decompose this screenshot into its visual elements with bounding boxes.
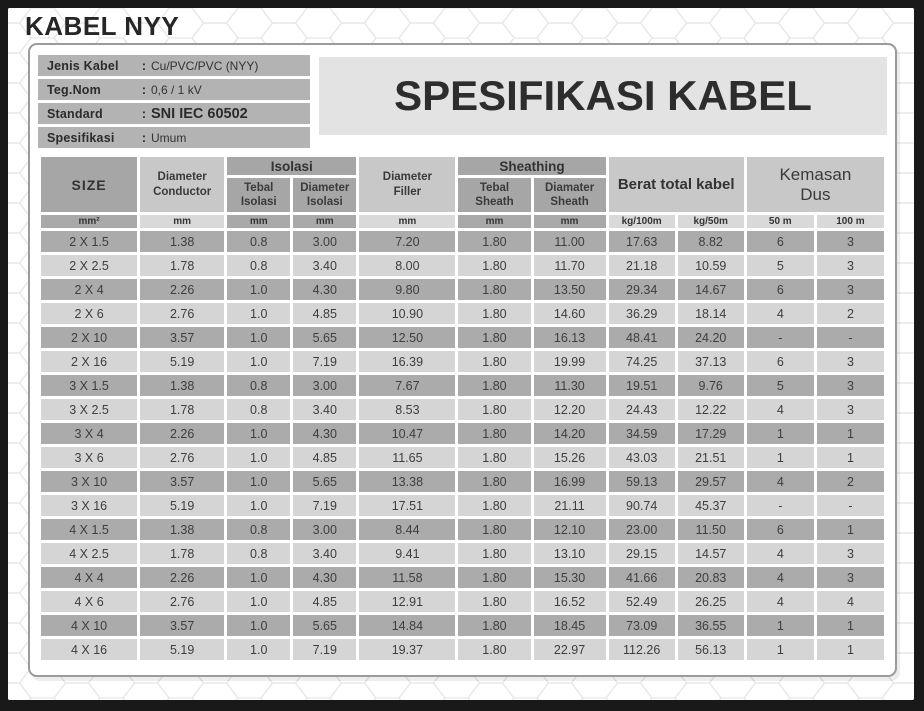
value-cell: 1.0 [227, 639, 290, 660]
size-cell: 3 X 2.5 [41, 399, 137, 420]
value-cell: 14.67 [678, 279, 744, 300]
info-value: Umum [151, 130, 187, 145]
value-cell: 2.26 [140, 423, 224, 444]
value-cell: 11.00 [534, 231, 606, 252]
value-cell: 19.99 [534, 351, 606, 372]
info-value: 0,6 / 1 kV [151, 82, 202, 97]
info-label: Teg.Nom [47, 82, 101, 97]
value-cell: 10.59 [678, 255, 744, 276]
value-cell: 26.25 [678, 591, 744, 612]
col-header-diameter-filler: Diameter Filler [359, 157, 455, 212]
value-cell: 7.67 [359, 375, 455, 396]
value-cell: 6 [747, 351, 814, 372]
value-cell: 1.80 [458, 639, 530, 660]
value-cell: 36.55 [678, 615, 744, 636]
value-cell: 4.85 [293, 303, 356, 324]
value-cell: 24.20 [678, 327, 744, 348]
unit-cell: mm [227, 215, 290, 228]
value-cell: 1.0 [227, 351, 290, 372]
value-cell: 1 [747, 615, 814, 636]
size-cell: 2 X 16 [41, 351, 137, 372]
size-cell: 3 X 16 [41, 495, 137, 516]
table-row [41, 327, 884, 348]
value-cell: 45.37 [678, 495, 744, 516]
size-cell: 4 X 2.5 [41, 543, 137, 564]
value-cell: 1.80 [458, 543, 530, 564]
value-cell: 4 [747, 303, 814, 324]
unit-cell: mm [293, 215, 356, 228]
value-cell: - [817, 495, 884, 516]
value-cell: 9.80 [359, 279, 455, 300]
size-cell: 2 X 2.5 [41, 255, 137, 276]
size-cell: 4 X 4 [41, 567, 137, 588]
value-cell: 21.18 [609, 255, 675, 276]
table-row [41, 255, 884, 276]
header-section [38, 53, 887, 148]
size-cell: 2 X 10 [41, 327, 137, 348]
value-cell: 24.43 [609, 399, 675, 420]
value-cell: 1.80 [458, 399, 530, 420]
value-cell: 16.99 [534, 471, 606, 492]
value-cell: 19.37 [359, 639, 455, 660]
col-header-diamater-sheath: Diamater Sheath [534, 178, 606, 212]
value-cell: 1 [747, 447, 814, 468]
info-label: Jenis Kabel [47, 58, 119, 73]
value-cell: 1 [817, 615, 884, 636]
value-cell: 1.80 [458, 447, 530, 468]
value-cell: 7.19 [293, 639, 356, 660]
size-cell: 2 X 4 [41, 279, 137, 300]
value-cell: 12.50 [359, 327, 455, 348]
size-cell: 2 X 6 [41, 303, 137, 324]
value-cell: 3.00 [293, 231, 356, 252]
value-cell: 37.13 [678, 351, 744, 372]
info-row-standard [38, 103, 310, 124]
table-row [41, 591, 884, 612]
value-cell: 1.78 [140, 255, 224, 276]
value-cell: 1 [817, 639, 884, 660]
col-header-size: SIZE [41, 157, 137, 212]
spec-table [38, 154, 887, 663]
size-cell: 3 X 4 [41, 423, 137, 444]
table-row [41, 375, 884, 396]
value-cell: 1.0 [227, 591, 290, 612]
value-cell: 1 [817, 519, 884, 540]
colon-separator: : [141, 58, 147, 73]
unit-cell: mm [458, 215, 530, 228]
value-cell: 29.15 [609, 543, 675, 564]
value-cell: 1.80 [458, 327, 530, 348]
value-cell: 4.85 [293, 591, 356, 612]
value-cell: 1.0 [227, 423, 290, 444]
value-cell: 5.65 [293, 615, 356, 636]
value-cell: 20.83 [678, 567, 744, 588]
table-row [41, 399, 884, 420]
value-cell: 3 [817, 399, 884, 420]
value-cell: 1.0 [227, 471, 290, 492]
value-cell: 4 [747, 543, 814, 564]
size-cell: 4 X 16 [41, 639, 137, 660]
value-cell: - [747, 495, 814, 516]
value-cell: 3 [817, 255, 884, 276]
table-body [41, 231, 884, 660]
value-cell: 1.38 [140, 519, 224, 540]
size-cell: 3 X 10 [41, 471, 137, 492]
info-row-jenis-kabel [38, 55, 310, 76]
info-value: Cu/PVC/PVC (NYY) [151, 58, 259, 73]
value-cell: 21.11 [534, 495, 606, 516]
table-row [41, 471, 884, 492]
value-cell: 1 [817, 423, 884, 444]
colon-separator: : [141, 130, 147, 145]
value-cell: 7.20 [359, 231, 455, 252]
table-row [41, 303, 884, 324]
page-canvas [8, 8, 914, 700]
value-cell: 14.84 [359, 615, 455, 636]
value-cell: 13.10 [534, 543, 606, 564]
value-cell: 2.26 [140, 279, 224, 300]
value-cell: 11.65 [359, 447, 455, 468]
value-cell: 10.47 [359, 423, 455, 444]
value-cell: 1.80 [458, 255, 530, 276]
value-cell: 1.80 [458, 279, 530, 300]
size-cell: 2 X 1.5 [41, 231, 137, 252]
value-cell: 21.51 [678, 447, 744, 468]
unit-cell: mm [534, 215, 606, 228]
value-cell: 1.80 [458, 231, 530, 252]
value-cell: 3.57 [140, 615, 224, 636]
value-cell: 18.14 [678, 303, 744, 324]
table-row [41, 543, 884, 564]
value-cell: 0.8 [227, 519, 290, 540]
info-row-spesifikasi [38, 127, 310, 148]
value-cell: 17.29 [678, 423, 744, 444]
value-cell: 1.80 [458, 303, 530, 324]
value-cell: 36.29 [609, 303, 675, 324]
value-cell: 3.57 [140, 471, 224, 492]
value-cell: 4.85 [293, 447, 356, 468]
table-row [41, 279, 884, 300]
value-cell: 1.0 [227, 447, 290, 468]
value-cell: 1.0 [227, 495, 290, 516]
value-cell: 9.76 [678, 375, 744, 396]
table-row [41, 567, 884, 588]
size-cell: 3 X 6 [41, 447, 137, 468]
size-cell: 3 X 1.5 [41, 375, 137, 396]
value-cell: 2 [817, 303, 884, 324]
col-header-berat-total: Berat total kabel [609, 157, 744, 212]
value-cell: 1.0 [227, 303, 290, 324]
value-cell: 41.66 [609, 567, 675, 588]
value-cell: 3 [817, 351, 884, 372]
value-cell: 4 [747, 591, 814, 612]
value-cell: 1.78 [140, 399, 224, 420]
size-cell: 4 X 6 [41, 591, 137, 612]
value-cell: 4.30 [293, 279, 356, 300]
col-header-tebal-sheath: Tebal Sheath [458, 178, 530, 212]
unit-cell: mm [359, 215, 455, 228]
value-cell: 23.00 [609, 519, 675, 540]
value-cell: 1.0 [227, 615, 290, 636]
value-cell: 3 [817, 543, 884, 564]
value-cell: 4 [747, 567, 814, 588]
table-row [41, 351, 884, 372]
value-cell: 12.20 [534, 399, 606, 420]
value-cell: 1.80 [458, 375, 530, 396]
value-cell: 5.19 [140, 351, 224, 372]
value-cell: 8.82 [678, 231, 744, 252]
value-cell: 5.19 [140, 495, 224, 516]
value-cell: 5.65 [293, 327, 356, 348]
spec-title: SPESIFIKASI KABEL [394, 72, 812, 119]
unit-cell: kg/100m [609, 215, 675, 228]
spec-title-box [319, 57, 887, 135]
value-cell: 17.51 [359, 495, 455, 516]
value-cell: 0.8 [227, 543, 290, 564]
value-cell: 52.49 [609, 591, 675, 612]
unit-row [41, 215, 884, 228]
value-cell: 4.30 [293, 567, 356, 588]
value-cell: 29.57 [678, 471, 744, 492]
content-box [28, 43, 897, 677]
value-cell: 1 [747, 639, 814, 660]
size-cell: 4 X 10 [41, 615, 137, 636]
value-cell: 2.76 [140, 591, 224, 612]
value-cell: 48.41 [609, 327, 675, 348]
value-cell: 5.19 [140, 639, 224, 660]
unit-cell: mm² [41, 215, 137, 228]
value-cell: 1 [747, 423, 814, 444]
value-cell: 1.80 [458, 567, 530, 588]
value-cell: 12.22 [678, 399, 744, 420]
value-cell: 3.40 [293, 255, 356, 276]
col-header-diameter-conductor: Diameter Conductor [140, 157, 224, 212]
value-cell: 6 [747, 231, 814, 252]
value-cell: 19.51 [609, 375, 675, 396]
value-cell: 3 [817, 375, 884, 396]
value-cell: 1.80 [458, 423, 530, 444]
table-row [41, 639, 884, 660]
value-cell: 5 [747, 375, 814, 396]
value-cell: - [747, 327, 814, 348]
info-label: Spesifikasi [47, 130, 115, 145]
value-cell: 0.8 [227, 255, 290, 276]
value-cell: 7.19 [293, 495, 356, 516]
info-label: Standard [47, 106, 103, 121]
header-row-groups [41, 157, 884, 175]
value-cell: 1.80 [458, 615, 530, 636]
value-cell: 0.8 [227, 399, 290, 420]
value-cell: 16.52 [534, 591, 606, 612]
value-cell: 3 [817, 567, 884, 588]
value-cell: 1.80 [458, 495, 530, 516]
value-cell: 34.59 [609, 423, 675, 444]
table-row [41, 495, 884, 516]
value-cell: 1.38 [140, 375, 224, 396]
table-row [41, 615, 884, 636]
unit-cell: kg/50m [678, 215, 744, 228]
value-cell: 4.30 [293, 423, 356, 444]
value-cell: 1.80 [458, 591, 530, 612]
table-row [41, 423, 884, 444]
value-cell: 73.09 [609, 615, 675, 636]
unit-cell: mm [140, 215, 224, 228]
value-cell: 1.0 [227, 567, 290, 588]
cable-info-panel [38, 53, 310, 148]
value-cell: 11.30 [534, 375, 606, 396]
value-cell: 1.80 [458, 351, 530, 372]
col-group-isolasi: Isolasi [227, 157, 356, 175]
table-row [41, 231, 884, 252]
value-cell: 12.91 [359, 591, 455, 612]
table-row [41, 519, 884, 540]
value-cell: - [817, 327, 884, 348]
value-cell: 4 [747, 471, 814, 492]
value-cell: 29.34 [609, 279, 675, 300]
value-cell: 3.00 [293, 375, 356, 396]
value-cell: 13.38 [359, 471, 455, 492]
value-cell: 11.70 [534, 255, 606, 276]
unit-cell: 100 m [817, 215, 884, 228]
value-cell: 6 [747, 519, 814, 540]
info-row-teg-nom [38, 79, 310, 100]
value-cell: 3.40 [293, 543, 356, 564]
value-cell: 0.8 [227, 231, 290, 252]
col-header-tebal-isolasi: Tebal Isolasi [227, 178, 290, 212]
value-cell: 59.13 [609, 471, 675, 492]
value-cell: 2.26 [140, 567, 224, 588]
value-cell: 11.50 [678, 519, 744, 540]
value-cell: 0.8 [227, 375, 290, 396]
value-cell: 5 [747, 255, 814, 276]
colon-separator: : [141, 106, 147, 121]
value-cell: 9.41 [359, 543, 455, 564]
value-cell: 13.50 [534, 279, 606, 300]
value-cell: 10.90 [359, 303, 455, 324]
value-cell: 56.13 [678, 639, 744, 660]
value-cell: 15.30 [534, 567, 606, 588]
value-cell: 5.65 [293, 471, 356, 492]
value-cell: 4 [747, 399, 814, 420]
value-cell: 43.03 [609, 447, 675, 468]
info-value: SNI IEC 60502 [151, 105, 248, 122]
value-cell: 1 [817, 447, 884, 468]
value-cell: 1.38 [140, 231, 224, 252]
value-cell: 1.0 [227, 327, 290, 348]
value-cell: 7.19 [293, 351, 356, 372]
col-header-diameter-isolasi: Diameter Isolasi [293, 178, 356, 212]
value-cell: 6 [747, 279, 814, 300]
value-cell: 14.60 [534, 303, 606, 324]
value-cell: 14.57 [678, 543, 744, 564]
value-cell: 1.80 [458, 519, 530, 540]
value-cell: 16.39 [359, 351, 455, 372]
value-cell: 2.76 [140, 447, 224, 468]
size-cell: 4 X 1.5 [41, 519, 137, 540]
col-header-kemasan-dus: Kemasan Dus [747, 157, 884, 212]
value-cell: 74.25 [609, 351, 675, 372]
value-cell: 8.44 [359, 519, 455, 540]
value-cell: 18.45 [534, 615, 606, 636]
value-cell: 90.74 [609, 495, 675, 516]
value-cell: 16.13 [534, 327, 606, 348]
colon-separator: : [141, 82, 147, 97]
value-cell: 3.00 [293, 519, 356, 540]
unit-cell: 50 m [747, 215, 814, 228]
value-cell: 11.58 [359, 567, 455, 588]
value-cell: 17.63 [609, 231, 675, 252]
value-cell: 1.78 [140, 543, 224, 564]
value-cell: 8.53 [359, 399, 455, 420]
value-cell: 15.26 [534, 447, 606, 468]
value-cell: 1.80 [458, 471, 530, 492]
value-cell: 1.0 [227, 279, 290, 300]
value-cell: 112.26 [609, 639, 675, 660]
value-cell: 12.10 [534, 519, 606, 540]
value-cell: 8.00 [359, 255, 455, 276]
page-title: KABEL NYY [25, 11, 180, 41]
value-cell: 14.20 [534, 423, 606, 444]
value-cell: 22.97 [534, 639, 606, 660]
value-cell: 3.40 [293, 399, 356, 420]
col-group-sheathing: Sheathing [458, 157, 605, 175]
value-cell: 3 [817, 231, 884, 252]
value-cell: 3 [817, 279, 884, 300]
value-cell: 3.57 [140, 327, 224, 348]
table-row [41, 447, 884, 468]
value-cell: 2.76 [140, 303, 224, 324]
value-cell: 2 [817, 471, 884, 492]
value-cell: 4 [817, 591, 884, 612]
